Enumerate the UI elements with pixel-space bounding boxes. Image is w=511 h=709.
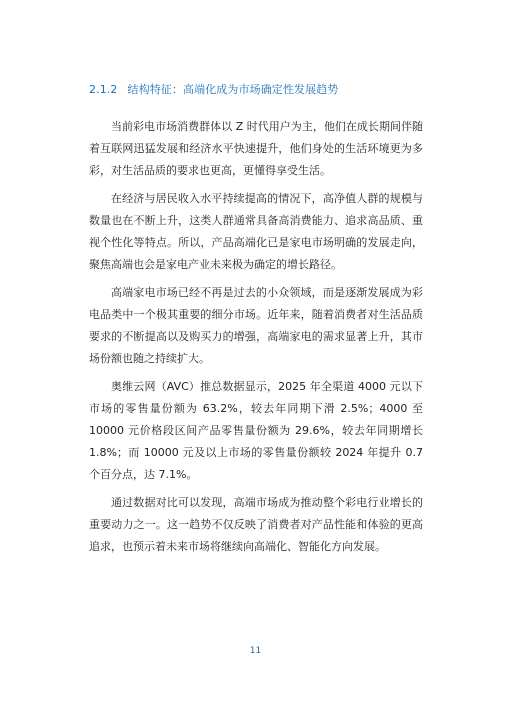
- paragraph: 当前彩电市场消费群体以 Z 时代用户为主，他们在成长期间伴随着互联网迅猛发展和经济水平快速提升，他们身处的生活环境更为多彩，对生活品质的要求也更高，更懂得享受生活。: [89, 120, 423, 177]
- paragraph: 在经济与居民收入水平持续提高的情况下，高净值人群的规模与数量也在不断上升，这类人群通常具备高消费能力、追求高品质、重视个性化等特点。所以，产品高端化已是家电市场明确的发展走向，聚焦高端也会是家电产业未来极为确定的增长路径。: [89, 192, 423, 271]
- section-number: 2.1.2: [89, 83, 118, 96]
- page-number: 11: [249, 646, 262, 656]
- section-heading: [89, 81, 338, 97]
- body-text: [89, 116, 423, 564]
- paragraph: 奥维云网（AVC）推总数据显示，2025 年全渠道 4000 元以下市场的零售量份额为 63.2%，较去年同期下滑 2.5%；4000 至 10000 元价格段区间产品零售量份额为 29.6%，较去年同期增长 1.8%；而 10000 元及以上市场的零售量份额较 2024 年提升 0.7 个百分点，达 7.1%。: [89, 380, 423, 481]
- section-title: 结构特征：高端化成为市场确定性发展趋势: [127, 83, 339, 96]
- paragraph: 高端家电市场已经不再是过去的小众领域，而是逐渐发展成为彩电品类中一个极其重要的细分市场。近年来，随着消费者对生活品质要求的不断提高以及购买力的增强，高端家电的需求显著上升，其市场份额也随之持续扩大。: [89, 286, 423, 365]
- paragraph: 通过数据对比可以发现，高端市场成为推动整个彩电行业增长的重要动力之一。这一趋势不仅反映了消费者对产品性能和体验的更高追求，也预示着未来市场将继续向高端化、智能化方向发展。: [89, 496, 423, 553]
